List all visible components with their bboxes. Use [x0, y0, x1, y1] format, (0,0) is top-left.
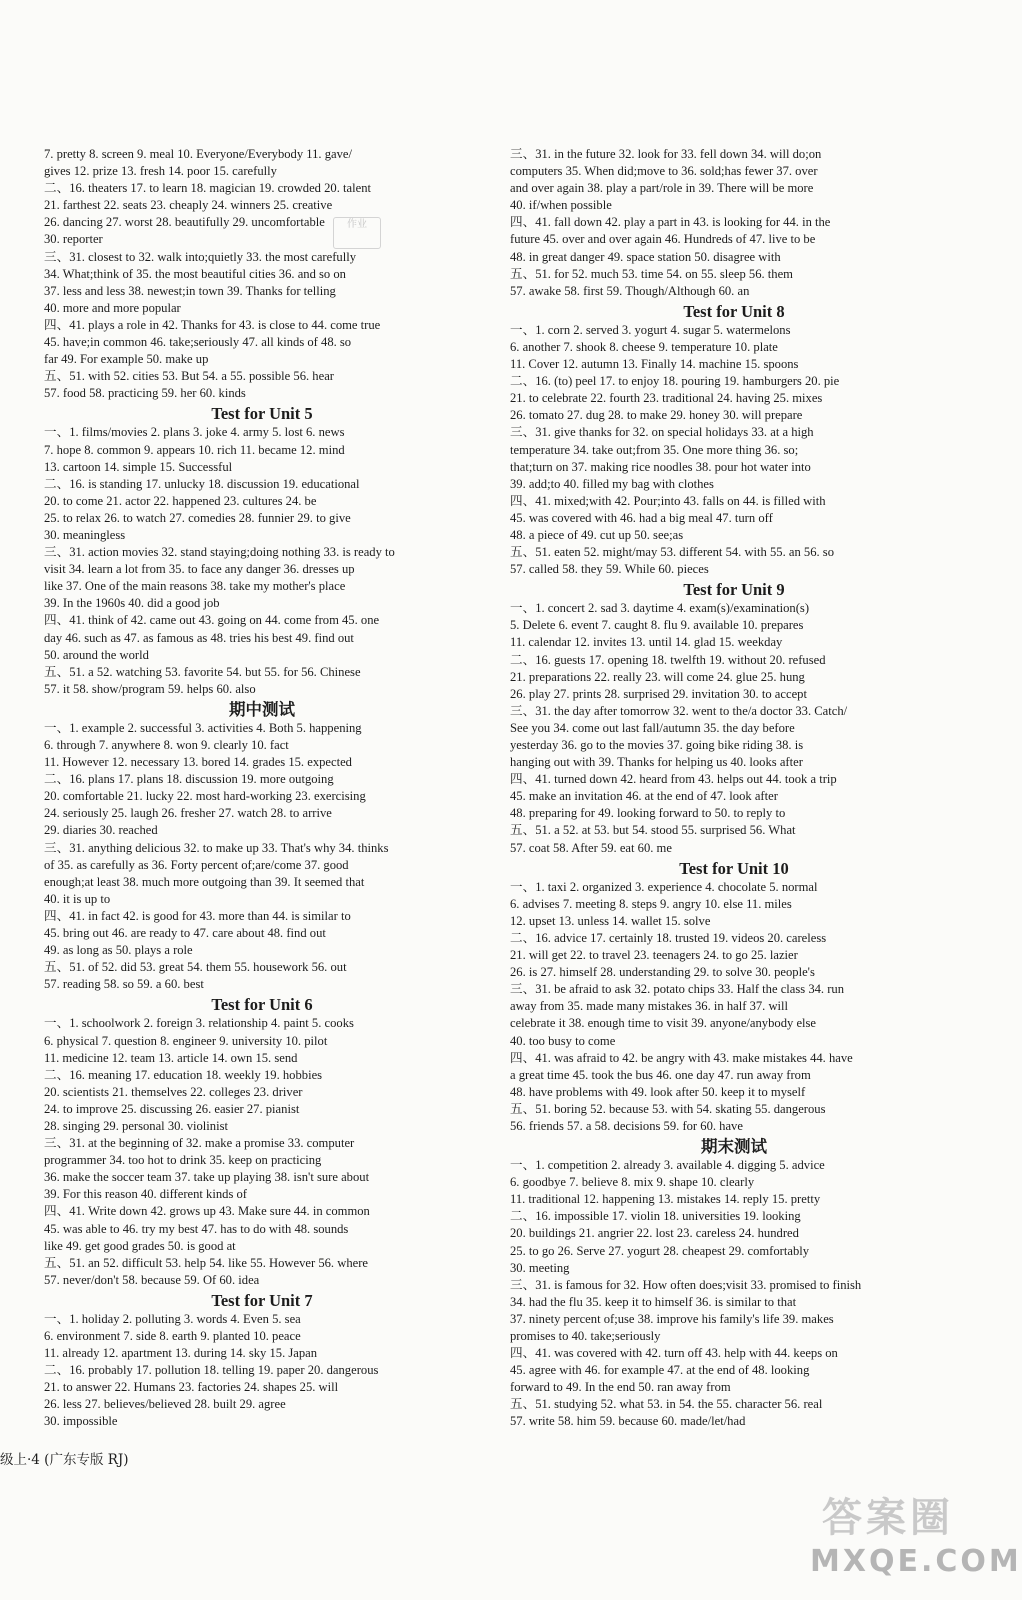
answer-line: that;turn on 37. making rice noodles 38. pour hot water into [510, 459, 811, 474]
site-watermark-logo [770, 1486, 1022, 1586]
answer-line: 37. less and less 38. newest;in town 39. Thanks for telling [44, 283, 336, 298]
answer-line: 四、41. was afraid to 42. be angry with 43. make mistakes 44. have [510, 1050, 853, 1065]
answer-line: 11. Cover 12. autumn 13. Finally 14. machine 15. spoons [510, 357, 799, 372]
answer-line: 50. around the world [44, 647, 149, 662]
section-heading: Test for Unit 8 [683, 301, 785, 321]
answer-line: 39. In the 1960s 40. did a good job [44, 596, 220, 611]
answer-line: 24. to improve 25. discussing 26. easier 27. pianist [44, 1101, 300, 1116]
watermark-url: MXQE.COM [810, 1544, 1022, 1579]
answer-line: day 46. such as 47. as famous as 48. tries his best 49. find out [44, 630, 354, 645]
section-heading: 期中测试 [229, 699, 295, 719]
answer-line: forward to 49. In the end 50. ran away from [510, 1380, 731, 1395]
answer-line: hanging out with 39. Thanks for helping us 40. looks after [510, 755, 803, 770]
answer-line: 48. preparing for 49. looking forward to 50. to reply to [510, 806, 786, 821]
answer-line: 26. less 27. believes/believed 28. built 29. agree [44, 1397, 286, 1412]
answer-line: 37. ninety percent of;use 38. improve his family's life 39. makes [510, 1311, 834, 1326]
answer-line: 45. was able to 46. try my best 47. has to do with 48. sounds [44, 1221, 349, 1236]
answer-line: 40. it is up to [44, 891, 111, 906]
answer-line: 一、1. holiday 2. polluting 3. words 4. Even 5. sea [44, 1311, 301, 1326]
answer-line: and over again 38. play a part/role in 39. There will be more [510, 181, 814, 196]
answer-line: 五、51. an 52. difficult 53. help 54. like 55. However 56. where [44, 1255, 368, 1270]
answer-line: 57. it 58. show/program 59. helps 60. also [44, 681, 256, 696]
answer-line: 二、16. meaning 17. education 18. weekly 19. hobbies [44, 1067, 323, 1082]
answer-line: 57. called 58. they 59. While 60. pieces [510, 562, 709, 577]
answer-line: 6. through 7. anywhere 8. won 9. clearly 10. fact [44, 738, 289, 752]
answer-line: 二、16. is standing 17. unlucky 18. discussion 19. educational [44, 476, 360, 491]
answer-line: 24. seriously 25. laugh 26. fresher 27. watch 28. to arrive [44, 806, 332, 821]
answer-line: 6. goodbye 7. believe 8. mix 9. shape 10. clearly [510, 1175, 755, 1190]
answer-line: 二、16. impossible 17. violin 18. universities 19. looking [510, 1209, 801, 1224]
answer-line: like 37. One of the main reasons 38. take my mother's place [44, 579, 346, 594]
answer-line: 45. agree with 46. for example 47. at the end of 48. looking [510, 1363, 810, 1378]
answer-line: 30. meaningless [44, 527, 126, 542]
answer-line: 45. have;in common 46. take;seriously 47. all kinds of 48. so [44, 335, 352, 350]
section-heading: Test for Unit 5 [211, 404, 313, 424]
answer-line: 40. if/when possible [510, 198, 612, 213]
answer-line: 20. scientists 21. themselves 22. colleges 23. driver [44, 1084, 303, 1099]
answer-line: 48. have problems with 49. look after 50. keep it to myself [510, 1084, 806, 1099]
answer-line: yesterday 36. go to the movies 37. going bike riding 38. is [510, 738, 804, 752]
answer-line: 26. tomato 27. dug 28. to make 29. honey 30. will prepare [510, 408, 803, 423]
answer-line: 57. never/don't 58. because 59. Of 60. idea [44, 1272, 260, 1287]
answer-line: 三、31. action movies 32. stand staying;doing nothing 33. is ready to [44, 545, 395, 560]
answer-line: 三、31. in the future 32. look for 33. fell down 34. will do;on [510, 147, 822, 161]
answer-line: a great time 45. took the bus 46. one day 47. run away from [510, 1067, 811, 1082]
answer-line: 二、16. theaters 17. to learn 18. magician 19. crowded 20. talent [44, 181, 371, 196]
answer-line: 二、16. guests 17. opening 18. twelfth 19. without 20. refused [510, 652, 826, 667]
answer-line: 五、51. a 52. at 53. but 54. stood 55. surprised 56. What [510, 823, 796, 838]
answer-line: 五、51. for 52. much 53. time 54. on 55. sleep 56. them [510, 266, 793, 281]
answer-line: 30. impossible [44, 1414, 118, 1429]
answer-line: 五、51. eaten 52. might/may 53. different 54. with 55. an 56. so [510, 545, 835, 560]
answer-line: 一、1. corn 2. served 3. yogurt 4. sugar 5. watermelons [510, 322, 791, 337]
answer-line: 25. to relax 26. to watch 27. comedies 28. funnier 29. to give [44, 510, 351, 525]
answer-line: 四、41. fall down 42. play a part in 43. is looking for 44. in the [510, 215, 831, 230]
answer-line: far 49. For example 50. make up [44, 352, 209, 367]
answer-line: away from 35. made many mistakes 36. in half 37. will [510, 999, 789, 1014]
answer-line: 20. buildings 21. angrier 22. lost 23. careless 24. hundred [510, 1226, 799, 1241]
answer-line: visit 34. learn a lot from 35. to face any danger 36. dresses up [44, 562, 355, 577]
answer-line: 三、31. at the beginning of 32. make a promise 33. computer [44, 1136, 355, 1151]
answer-line: 6. advises 7. meeting 8. steps 9. angry 10. else 11. miles [510, 896, 792, 911]
answer-line: 五、51. boring 52. because 53. with 54. skating 55. dangerous [510, 1101, 826, 1116]
answer-line: 40. too busy to come [510, 1033, 616, 1048]
answer-line: 11. However 12. necessary 13. bored 14. grades 15. expected [44, 755, 352, 770]
answer-line: 11. already 12. apartment 13. during 14. sky 15. Japan [44, 1346, 318, 1361]
answer-line: 26. dancing 27. worst 28. beautifully 29. uncomfortable [44, 215, 325, 230]
answer-line: 一、1. competition 2. already 3. available 4. digging 5. advice [510, 1158, 825, 1173]
answer-line: 五、51. of 52. did 53. great 54. them 55. housework 56. out [44, 960, 347, 975]
section-heading: 期末测试 [701, 1137, 767, 1157]
answer-line: 一、1. schoolwork 2. foreign 3. relationship 4. paint 5. cooks [44, 1016, 354, 1031]
answer-line: 7. hope 8. common 9. appears 10. rich 11. became 12. mind [44, 442, 345, 457]
answer-line: 11. medicine 12. team 13. article 14. own 15. send [44, 1050, 298, 1065]
answer-line: 30. meeting [510, 1260, 570, 1275]
homework-stamp [333, 217, 381, 249]
answer-line: programmer 34. too hot to drink 35. keep on practicing [44, 1153, 322, 1168]
watermark-brand: 答案圈 [822, 1495, 954, 1541]
section-heading: Test for Unit 10 [679, 858, 789, 878]
answer-line: computers 35. When did;move to 36. sold;has fewer 37. over [510, 164, 818, 179]
answer-line: 26. is 27. himself 28. understanding 29. to solve 30. people's [510, 965, 815, 980]
answer-line: 21. to answer 22. Humans 23. factories 24. shapes 25. will [44, 1380, 339, 1395]
answer-line: 13. cartoon 14. simple 15. Successful [44, 459, 233, 474]
answer-line: 56. friends 57. a 58. decisions 59. for 60. have [510, 1118, 743, 1133]
answer-line: 11. calendar 12. invites 13. until 14. glad 15. weekday [510, 635, 783, 650]
answer-line: 二、16. probably 17. pollution 18. telling 19. paper 20. dangerous [44, 1363, 379, 1378]
answer-line: 21. preparations 22. really 23. will come 24. glue 25. hung [510, 669, 805, 684]
answer-line: 21. will get 22. to travel 23. teenagers 24. to go 25. lazier [510, 948, 798, 963]
answer-line: 7. pretty 8. screen 9. meal 10. Everyone/Everybody 11. gave/ [44, 147, 352, 161]
answer-line: 57. food 58. practicing 59. her 60. kinds [44, 386, 246, 401]
left-answer-column [44, 146, 480, 1431]
answer-line: promises to 40. take;seriously [510, 1329, 661, 1343]
section-heading: Test for Unit 9 [683, 580, 785, 600]
answer-line: 57. reading 58. so 59. a 60. best [44, 977, 204, 992]
answer-line: gives 12. prize 13. fresh 14. poor 15. carefully [44, 164, 277, 179]
answer-line: 39. For this reason 40. different kinds of [44, 1187, 247, 1202]
answer-line: future 45. over and over again 46. Hundreds of 47. live to be [510, 232, 816, 247]
answer-line: 二、16. advice 17. certainly 18. trusted 19. videos 20. careless [510, 930, 827, 945]
answer-line: 45. bring out 46. are ready to 47. care about 48. find out [44, 926, 326, 941]
right-answer-column [510, 146, 958, 1431]
section-heading: Test for Unit 7 [211, 1290, 313, 1310]
answer-line: 四、41. turned down 42. heard from 43. helps out 44. took a trip [510, 772, 837, 787]
answer-line: 一、1. films/movies 2. plans 3. joke 4. army 5. lost 6. news [44, 425, 345, 440]
answer-line: 三、31. is famous for 32. How often does;visit 33. promised to finish [510, 1277, 862, 1292]
answer-line: 四、41. think of 42. came out 43. going on 44. come from 45. one [44, 613, 380, 628]
answer-line: 五、51. a 52. watching 53. favorite 54. but 55. for 56. Chinese [44, 664, 361, 679]
answer-line: 36. make the soccer team 37. take up playing 38. isn't sure about [44, 1170, 370, 1185]
answer-line: 三、31. give thanks for 32. on special holidays 33. at a high [510, 425, 814, 440]
answer-line: 6. physical 7. question 8. engineer 9. university 10. pilot [44, 1033, 328, 1048]
answer-line: 57. write 58. him 59. because 60. made/let/had [510, 1414, 746, 1429]
answer-line: 四、41. Write down 42. grows up 43. Make sure 44. in common [44, 1204, 370, 1219]
answer-line: 20. to come 21. actor 22. happened 23. cultures 24. be [44, 493, 317, 508]
answer-line: 49. as long as 50. plays a role [44, 943, 193, 958]
answer-line: 四、41. was covered with 42. turn off 43. help with 44. keeps on [510, 1346, 838, 1361]
answer-line: 11. traditional 12. happening 13. mistakes 14. reply 15. pretty [510, 1192, 821, 1207]
answer-line: 20. comfortable 21. lucky 22. most hard-working 23. exercising [44, 789, 366, 804]
answer-line: 57. coat 58. After 59. eat 60. me [510, 840, 672, 855]
answer-line: 三、31. closest to 32. walk into;quietly 33. the most carefully [44, 249, 356, 264]
answer-line: 三、31. be afraid to ask 32. potato chips 33. Half the class 34. run [510, 982, 845, 997]
answer-line: 三、31. the day after tomorrow 32. went to the/a doctor 33. Catch/ [510, 703, 848, 718]
answer-line: 5. Delete 6. event 7. caught 8. flu 9. available 10. prepares [510, 618, 804, 633]
answer-line: enough;at least 38. much more outgoing than 39. It seemed that [44, 874, 365, 889]
answer-line: 21. farthest 22. seats 23. cheaply 24. winners 25. creative [44, 198, 333, 213]
answer-line: 6. environment 7. side 8. earth 9. planted 10. peace [44, 1329, 301, 1343]
answer-line: 34. had the flu 35. keep it to himself 36. is similar to that [510, 1294, 797, 1309]
answer-line: 四、41. in fact 42. is good for 43. more than 44. is similar to [44, 908, 351, 923]
answer-line: 二、16. (to) peel 17. to enjoy 18. pouring 19. hamburgers 20. pie [510, 374, 840, 389]
answer-line: 30. reporter [44, 232, 103, 247]
answer-line: 45. was covered with 46. had a big meal 47. turn off [510, 510, 773, 525]
answer-line: 48. a piece of 49. cut up 50. see;as [510, 527, 684, 542]
answer-line: temperature 34. take out;from 35. One more thing 36. so; [510, 442, 799, 457]
answer-line: 48. in great danger 49. space station 50. disagree with [510, 249, 781, 264]
answer-line: See you 34. come out last fall/autumn 35. the day before [510, 720, 795, 735]
answer-line: celebrate it 38. enough time to visit 39. anyone/anybody else [510, 1016, 817, 1031]
answer-line: of 35. as carefully as 36. Forty percent of;are/come 37. good [44, 857, 349, 872]
stamp-label: 作业 [347, 219, 367, 230]
answer-line: 29. diaries 30. reached [44, 823, 158, 838]
answer-line: 6. another 7. shook 8. cheese 9. temperature 10. plate [510, 339, 778, 354]
answer-line: 26. play 27. prints 28. surprised 29. invitation 30. to accept [510, 686, 807, 701]
answer-line: 三、31. anything delicious 32. to make up 33. That's why 34. thinks [44, 840, 389, 855]
answer-line: 40. more and more popular [44, 300, 181, 315]
answer-line: 34. What;think of 35. the most beautiful cities 36. and so on [44, 266, 346, 281]
answer-line: 一、1. concert 2. sad 3. daytime 4. exam(s)/examination(s) [510, 601, 810, 616]
answer-line: 五、51. with 52. cities 53. But 54. a 55. possible 56. hear [44, 369, 334, 384]
answer-line: 四、41. mixed;with 42. Pour;into 43. falls on 44. is filled with [510, 493, 826, 508]
page-footer: 级上·4 (广东专版 RJ) [0, 1452, 129, 1468]
answer-line: 二、16. plans 17. plans 18. discussion 19. more outgoing [44, 772, 334, 787]
answer-line: 四、41. plays a role in 42. Thanks for 43. is close to 44. come true [44, 317, 381, 332]
answer-line: 28. singing 29. personal 30. violinist [44, 1118, 229, 1133]
answer-line: 39. add;to 40. filled my bag with clothes [510, 476, 714, 491]
section-heading: Test for Unit 6 [211, 995, 313, 1015]
answer-line: 45. make an invitation 46. at the end of 47. look after [510, 789, 778, 804]
answer-line: 一、1. taxi 2. organized 3. experience 4. chocolate 5. normal [510, 879, 818, 894]
answer-line: 12. upset 13. unless 14. wallet 15. solve [510, 913, 711, 928]
answer-line: 一、1. example 2. successful 3. activities 4. Both 5. happening [44, 720, 362, 735]
answer-line: 五、51. studying 52. what 53. in 54. the 55. character 56. real [510, 1397, 823, 1412]
answer-line: like 49. get good grades 50. is good at [44, 1238, 236, 1253]
answer-line: 21. to celebrate 22. fourth 23. traditional 24. having 25. mixes [510, 391, 823, 406]
answer-line: 57. awake 58. first 59. Though/Although 60. an [510, 283, 750, 298]
answer-line: 25. to go 26. Serve 27. yogurt 28. cheapest 29. comfortably [510, 1243, 810, 1258]
